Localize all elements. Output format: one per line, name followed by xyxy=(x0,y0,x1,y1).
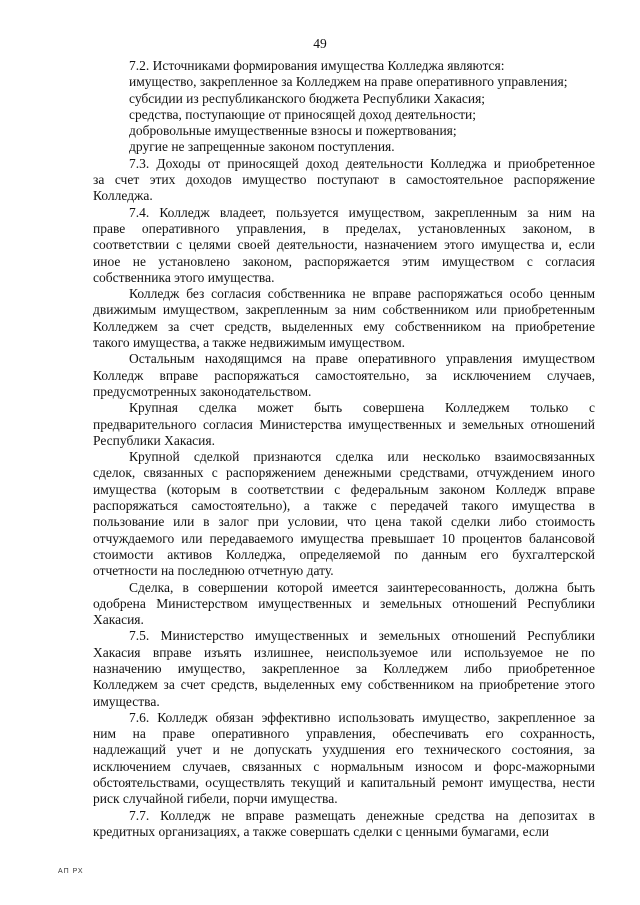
text-line: имущества (которым в соответствии с федеральным законом Колледж вправе xyxy=(93,481,595,497)
text-line: предусмотренных законодательством. xyxy=(93,383,312,399)
paragraph xyxy=(93,808,595,841)
text-line: Колледжем за счет средств, выделенных ему собственником на приобретение xyxy=(93,318,595,334)
paragraph xyxy=(93,156,595,205)
text-line: другие не запрещенные законом поступления. xyxy=(129,139,395,155)
paragraph xyxy=(93,449,595,579)
text-line: Остальным находящимся на праве оперативного управления имуществом xyxy=(129,351,595,367)
paragraph xyxy=(93,286,595,351)
paragraph xyxy=(93,710,595,808)
text-line: 7.6. Колледж обязан эффективно использовать имущество, закрепленное за xyxy=(129,709,595,725)
footer-code: АП РХ xyxy=(58,868,84,875)
document-body xyxy=(93,58,595,840)
text-line: 7.3. Доходы от приносящей доход деятельности Колледжа и приобретенное xyxy=(129,155,595,171)
text-line: кредитных организациях, а также совершать сделки с ценными бумагами, если xyxy=(93,823,549,839)
text-line: риск случайной гибели, порчи имущества. xyxy=(93,791,338,807)
text-line: стоимости активов Колледжа, определяемой по данным его бухгалтерской xyxy=(93,546,595,562)
text-line: назначению имущество, закрепленное за Колледжем либо приобретенное xyxy=(93,660,595,676)
text-line: собственника этого имущества. xyxy=(93,269,275,285)
paragraph xyxy=(93,400,595,449)
text-line: сделок, связанных с распоряжением денежными средствами, отчуждением иного xyxy=(93,465,595,481)
text-line: Крупной сделкой признаются сделка или несколько взаимосвязанных xyxy=(129,449,595,465)
text-line: добровольные имущественные взносы и пожертвования; xyxy=(129,123,457,139)
text-line: отчуждаемого или передаваемого имущества превышает 10 процентов балансовой xyxy=(93,530,595,546)
text-line: имущества. xyxy=(93,693,160,709)
page-number: 49 xyxy=(313,36,327,51)
text-line: 7.2. Источниками формирования имущества Колледжа являются: xyxy=(129,58,505,73)
text-line: предварительного согласия Министерства имущественных и земельных отношений xyxy=(93,416,595,432)
text-line: надлежащий учет и не допускать ухудшения его технического состояния, за xyxy=(93,742,595,758)
text-line: обстоятельствами, осуществлять текущий и капитальный ремонт имущества, нести xyxy=(93,775,595,791)
text-line: Колледжа. xyxy=(93,188,153,204)
text-line: праве оперативного управления, в пределах, установленных законом, в xyxy=(93,220,595,236)
text-line: распоряжаться самостоятельно), а также с передачей такого имущества в xyxy=(93,498,595,514)
paragraph xyxy=(93,139,595,155)
paragraph xyxy=(93,351,595,400)
text-line: такого имущества, а также недвижимым имуществом. xyxy=(93,335,405,351)
text-line: средства, поступающие от приносящей доход деятельности; xyxy=(129,106,477,122)
text-line: имущество, закрепленное за Колледжем на праве оперативного управления; xyxy=(129,74,568,90)
text-line: Колледж без согласия собственника не вправе распоряжаться особо ценным xyxy=(129,286,595,302)
paragraph xyxy=(93,91,595,107)
paragraph xyxy=(93,74,595,90)
text-line: Хакасия. xyxy=(93,612,144,628)
text-line: Республики Хакасия. xyxy=(93,432,215,448)
paragraph xyxy=(93,205,595,286)
text-line: за счет этих доходов имущество поступают в самостоятельное распоряжение xyxy=(93,172,595,188)
text-line: Сделка, в совершении которой имеется заинтересованность, должна быть xyxy=(129,579,595,595)
text-line: иное не установлено законом, распоряжается этим имуществом с согласия xyxy=(93,253,595,269)
text-line: отчетности на последнюю отчетную дату. xyxy=(93,563,334,579)
text-line: 7.4. Колледж владеет, пользуется имуществом, закрепленным за ним на xyxy=(129,204,595,220)
paragraph xyxy=(93,580,595,629)
text-line: движимым имуществом, закрепленным за ним собственником или приобретенным xyxy=(93,302,595,318)
paragraph xyxy=(93,107,595,123)
text-line: 7.7. Колледж не вправе размещать денежные средства на депозитах в xyxy=(129,807,595,823)
text-line: 7.5. Министерство имущественных и земельных отношений Республики xyxy=(129,628,595,644)
paragraph xyxy=(93,58,595,74)
paragraph xyxy=(93,628,595,709)
text-line: Крупная сделка может быть совершена Колледжем только с xyxy=(129,400,595,416)
text-line: исключением случаев, связанных с нормальным износом и форс-мажорными xyxy=(93,758,595,774)
text-line: субсидии из республиканского бюджета Республики Хакасия; xyxy=(129,90,486,106)
text-line: Колледжем за счет средств, выделенных ему собственником на приобретение этого xyxy=(93,677,595,693)
text-line: Колледж вправе распоряжаться самостоятельно, за исключением случаев, xyxy=(93,367,595,383)
paragraph xyxy=(93,123,595,139)
text-line: ним на праве оперативного управления, обеспечивать его сохранность, xyxy=(93,726,595,742)
text-line: одобрена Министерством имущественных и земельных отношений Республики xyxy=(93,595,595,611)
text-line: соответствии с целями своей деятельности, назначением этого имущества и, если xyxy=(93,237,595,253)
text-line: Хакасия вправе изъять излишнее, неиспользуемое или используемое не по xyxy=(93,644,595,660)
text-line: пользование или в залог при условии, что цена такой сделки либо стоимость xyxy=(93,514,595,530)
